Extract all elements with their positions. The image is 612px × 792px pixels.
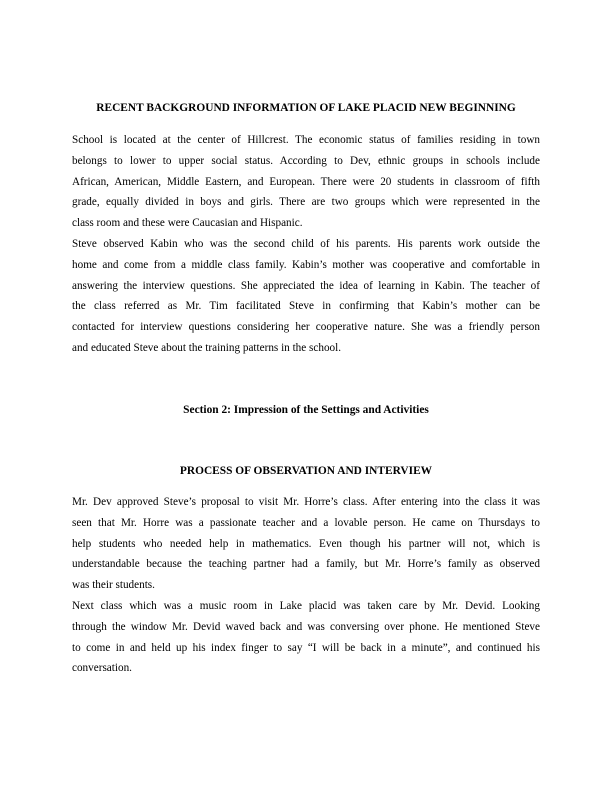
text-line: was their students. (72, 579, 155, 592)
paragraph-music-room (72, 596, 540, 679)
text-line: help students who needed help in mathematics. Even though his partner will not, which is (72, 537, 540, 550)
text-line: the class referred as Mr. Tim facilitated Steve in confirming that Kabin’s mother can be (72, 300, 540, 313)
text-line: Steve observed Kabin who was the second child of his parents. His parents work outside the (72, 238, 540, 250)
text-line: and educated Steve about the training patterns in the school. (72, 341, 342, 354)
text-line: conversation. (72, 662, 132, 675)
text-line: contacted for interview questions considering her cooperative nature. She was a friendly person (72, 321, 540, 334)
text-line: home and come from a middle class family. Kabin’s mother was cooperative and comfortable in (72, 258, 540, 271)
text-line: through the window Mr. Devid waved back and was conversing over phone. He mentioned Steve (72, 620, 540, 633)
paragraph-kabin-observation (72, 234, 540, 359)
text-line: to come in and held up his index finger to say “I will be back in a minute”, and continued his (72, 641, 540, 654)
text-line: grade, equally divided in boys and girls. There are two groups which were represented in the (72, 196, 540, 209)
paragraph-mr-horre-class (72, 492, 540, 596)
text-line: African, American, Middle Eastern, and European. There were 20 students in classroom of fifth (72, 175, 540, 188)
text-line: belongs to lower to upper social status. According to Dev, ethnic groups in schools include (72, 154, 540, 167)
text-line: Mr. Dev approved Steve’s proposal to visit Mr. Horre’s class. After entering into the class it was (72, 496, 540, 508)
section-heading-impression: Section 2: Impression of the Settings and Activities (183, 404, 429, 416)
text-line: Next class which was a music room in Lake placid was taken care by Mr. Devid. Looking (72, 600, 540, 612)
section-heading-observation-interview: PROCESS OF OBSERVATION AND INTERVIEW (179, 465, 433, 477)
text-line: understandable because the teaching partner had a family, but Mr. Horre’s family as observed (72, 558, 540, 571)
text-line: class room and these were Caucasian and Hispanic. (72, 217, 303, 230)
section-heading-background: RECENT BACKGROUND INFORMATION OF LAKE PLACID NEW BEGINNING (96, 102, 516, 114)
text-line: seen that Mr. Horre was a passionate teacher and a lovable person. He came on Thursdays to (72, 516, 540, 529)
text-line: School is located at the center of Hillcrest. The economic status of families residing in town (72, 134, 540, 146)
paragraph-school-background (72, 130, 540, 234)
text-line: answering the interview questions. She appreciated the idea of learning in Kabin. The teacher of (72, 279, 540, 292)
